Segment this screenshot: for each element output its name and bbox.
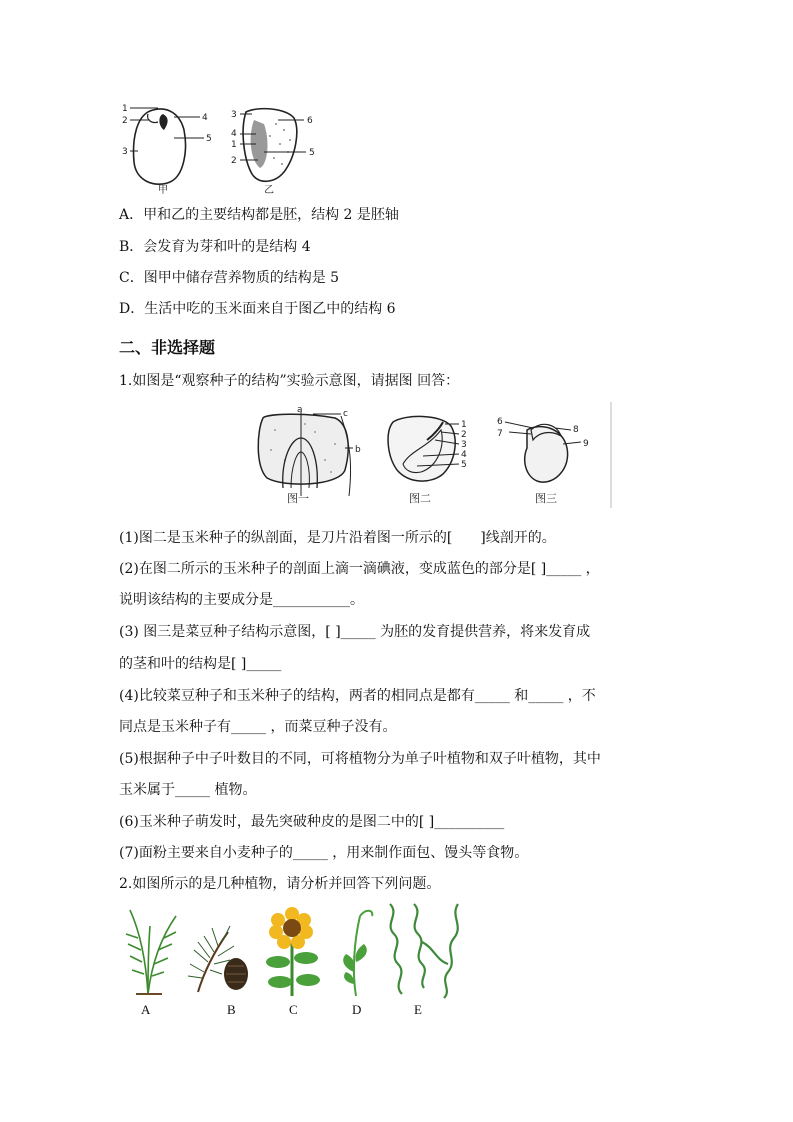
jia-label-1: 1 bbox=[122, 104, 128, 114]
pine-illustration bbox=[188, 926, 248, 992]
seed-diagram-jia-yi bbox=[118, 100, 328, 195]
q1-item-5-cont: 玉米属于_____ 植物。 bbox=[119, 782, 257, 798]
jia-label-4: 4 bbox=[202, 113, 208, 123]
q1-item-4: (4)比较菜豆种子和玉米种子的结构，两者的相同点是都有_____ 和_____ ，不 bbox=[119, 688, 596, 704]
q1-item-2: (2)在图二所示的玉米种子的剖面上滴一滴碘液，变成蓝色的部分是[ ]_____ ， bbox=[119, 561, 600, 577]
seedling-illustration bbox=[343, 911, 372, 996]
jia-caption: 甲 bbox=[158, 185, 168, 196]
yi-caption: 乙 bbox=[264, 185, 274, 196]
q1-item-1: (1)图二是玉米种子的纵剖面，是刀片沿着图一所示的[ ]线剖开的。 bbox=[119, 530, 556, 546]
q1-item-4-cont: 同点是玉米种子有_____ ，而菜豆种子没有。 bbox=[119, 719, 397, 735]
yi-label-4: 4 bbox=[231, 129, 237, 139]
yi-label-1: 1 bbox=[231, 140, 237, 150]
fig1-letter-b: b bbox=[355, 445, 361, 455]
yi-label-3: 3 bbox=[231, 110, 237, 120]
seed-structure-figure bbox=[245, 400, 615, 510]
plant-label-b: B bbox=[227, 1002, 236, 1017]
fig1-letter-a: a bbox=[297, 405, 303, 415]
q1-item-7: (7)面粉主要来自小麦种子的_____ ，用来制作面包、馒头等食物。 bbox=[119, 845, 529, 861]
q1-item-5: (5)根据种子中子叶数目的不同，可将植物分为单子叶植物和双子叶植物，其中 bbox=[119, 751, 601, 767]
option-c: C．图甲中储存营养物质的结构是 5 bbox=[119, 270, 340, 286]
section-heading: 二、非选择题 bbox=[119, 338, 216, 357]
jia-label-3: 3 bbox=[122, 147, 128, 157]
fig3-caption: 图三 bbox=[535, 492, 557, 505]
fern-illustration bbox=[126, 910, 176, 994]
algae-illustration bbox=[390, 904, 458, 998]
yi-label-5: 5 bbox=[309, 148, 315, 158]
fig2-number-3: 3 bbox=[461, 440, 467, 450]
jia-label-5: 5 bbox=[206, 134, 212, 144]
plant-label-c: C bbox=[289, 1002, 298, 1017]
option-a: A．甲和乙的主要结构都是胚，结构 2 是胚轴 bbox=[119, 207, 399, 223]
q2-stem: 2.如图所示的是几种植物，请分析并回答下列问题。 bbox=[119, 876, 441, 892]
fig1-letter-c: c bbox=[343, 409, 348, 419]
fig3-number-6: 6 bbox=[497, 417, 503, 427]
yi-label-2: 2 bbox=[231, 156, 237, 166]
q1-stem: 1.如图是“观察种子的结构”实验示意图，请据图 回答： bbox=[119, 373, 460, 389]
fig2-number-2: 2 bbox=[461, 430, 467, 440]
fig2-caption: 图二 bbox=[409, 492, 431, 505]
plant-label-d: D bbox=[352, 1002, 362, 1017]
fig2-number-1: 1 bbox=[461, 420, 467, 430]
q1-item-3: (3) 图三是菜豆种子结构示意图，[ ]_____ 为胚的发育提供营养，将来发育成 bbox=[119, 624, 591, 640]
q1-item-6: (6)玉米种子萌发时，最先突破种皮的是图二中的[ ]__________ bbox=[119, 814, 505, 830]
fig3-number-9: 9 bbox=[583, 439, 589, 449]
fig2-number-4: 4 bbox=[461, 450, 467, 460]
plant-label-a: A bbox=[141, 1002, 151, 1017]
plant-label-e: E bbox=[414, 1002, 422, 1017]
plants-figure bbox=[118, 902, 468, 1002]
fig3-number-8: 8 bbox=[573, 425, 579, 435]
jia-label-2: 2 bbox=[122, 116, 128, 126]
fig2-number-5: 5 bbox=[461, 460, 467, 470]
q1-item-3-cont: 的茎和叶的结构是[ ]_____ bbox=[119, 656, 282, 672]
fig1-caption: 图一 bbox=[287, 492, 309, 505]
option-d: D．生活中吃的玉米面来自于图乙中的结构 6 bbox=[119, 301, 396, 317]
option-b: B．会发育为芽和叶的是结构 4 bbox=[119, 239, 311, 255]
yi-label-6: 6 bbox=[307, 116, 313, 126]
sunflower-illustration bbox=[266, 907, 320, 996]
q1-item-2-cont: 说明该结构的主要成分是___________。 bbox=[119, 592, 364, 608]
fig3-number-7: 7 bbox=[497, 429, 503, 439]
